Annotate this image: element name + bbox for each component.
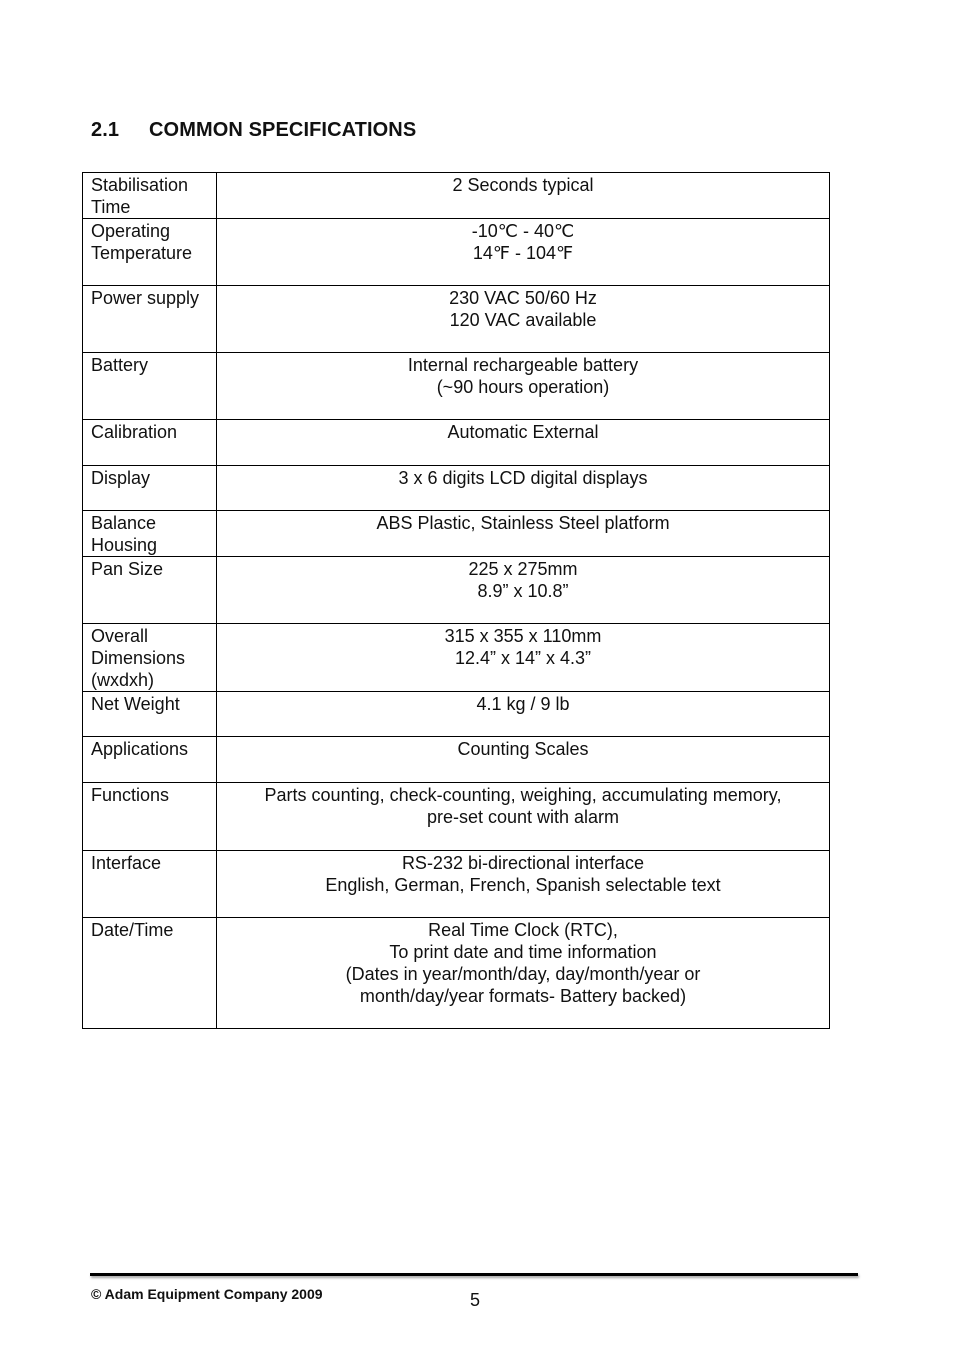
section-title: COMMON SPECIFICATIONS: [149, 119, 417, 141]
spec-row: [83, 783, 830, 851]
spec-label: Operating Temperature: [83, 219, 217, 286]
spec-value: [217, 851, 830, 918]
spec-label: Battery: [83, 353, 217, 420]
spec-value-line: 14℉ - 104℉: [472, 243, 574, 263]
footer-copyright: © Adam Equipment Company 2009: [91, 1286, 323, 1302]
spec-value: [217, 173, 830, 219]
section-number: 2.1: [91, 119, 120, 141]
spec-value-line: 4.1 kg / 9 lb: [476, 694, 570, 714]
spec-value-line: ABS Plastic, Stainless Steel platform: [376, 513, 670, 533]
spec-value-line: 12.4” x 14” x 4.3”: [454, 648, 592, 668]
spec-label: Balance Housing: [83, 511, 217, 557]
spec-label: Pan Size: [83, 557, 217, 624]
section-heading: [91, 119, 416, 142]
spec-value-line: pre-set count with alarm: [426, 807, 620, 827]
spec-row: [83, 173, 830, 219]
page-number: 5: [470, 1290, 481, 1310]
spec-label: Overall Dimensions (wxdxh): [83, 624, 217, 692]
spec-value: [217, 557, 830, 624]
spec-row: [83, 286, 830, 353]
spec-row: [83, 466, 830, 511]
spec-row: [83, 219, 830, 286]
spec-label: Calibration: [83, 420, 217, 466]
spec-label: Applications: [83, 737, 217, 783]
spec-value-line: Real Time Clock (RTC),: [428, 920, 618, 940]
spec-value: [217, 219, 830, 286]
spec-value: [217, 692, 830, 737]
specifications-table: [82, 172, 830, 1029]
spec-label: Display: [83, 466, 217, 511]
spec-row: [83, 511, 830, 557]
spec-value: [217, 511, 830, 557]
spec-value: [217, 918, 830, 1029]
spec-value-line: 230 VAC 50/60 Hz: [449, 288, 597, 308]
spec-row: [83, 737, 830, 783]
spec-value-line: -10℃ - 40℃: [471, 221, 575, 241]
spec-row: [83, 918, 830, 1029]
spec-value-line: Internal rechargeable battery: [407, 355, 639, 375]
spec-value-line: 8.9” x 10.8”: [477, 581, 569, 601]
spec-value-line: 315 x 355 x 110mm: [444, 626, 602, 646]
spec-row: [83, 557, 830, 624]
spec-value-line: (Dates in year/month/day, day/month/year or: [345, 964, 701, 984]
spec-value-line: Automatic External: [447, 422, 599, 442]
spec-value-line: 225 x 275mm: [468, 559, 578, 579]
spec-label: Functions: [83, 783, 217, 851]
spec-value-line: (~90 hours operation): [436, 377, 610, 397]
footer-rule: [90, 1273, 858, 1276]
spec-row: [83, 624, 830, 692]
spec-row: [83, 692, 830, 737]
spec-label: Net Weight: [83, 692, 217, 737]
spec-value-line: Parts counting, check-counting, weighing, accumulating memory,: [264, 785, 782, 805]
spec-value-line: 2 Seconds typical: [452, 175, 594, 195]
spec-value: [217, 737, 830, 783]
spec-value-line: To print date and time information: [389, 942, 657, 962]
spec-label: Interface: [83, 851, 217, 918]
spec-value: [217, 353, 830, 420]
spec-value: [217, 420, 830, 466]
spec-value-line: English, German, French, Spanish selectable text: [325, 875, 721, 895]
spec-value: [217, 624, 830, 692]
spec-label: Date/Time: [83, 918, 217, 1029]
spec-row: [83, 851, 830, 918]
spec-label: Stabilisation Time: [83, 173, 217, 219]
spec-value-line: RS-232 bi-directional interface: [401, 853, 645, 873]
spec-label: Power supply: [83, 286, 217, 353]
spec-row: [83, 420, 830, 466]
spec-value-line: 120 VAC available: [449, 310, 597, 330]
spec-value: [217, 286, 830, 353]
spec-row: [83, 353, 830, 420]
spec-value: [217, 466, 830, 511]
spec-value-line: 3 x 6 digits LCD digital displays: [398, 468, 648, 488]
spec-value-line: Counting Scales: [457, 739, 589, 759]
specifications-table-body: [83, 173, 830, 1029]
spec-value: [217, 783, 830, 851]
spec-value-line: month/day/year formats- Battery backed): [359, 986, 687, 1006]
